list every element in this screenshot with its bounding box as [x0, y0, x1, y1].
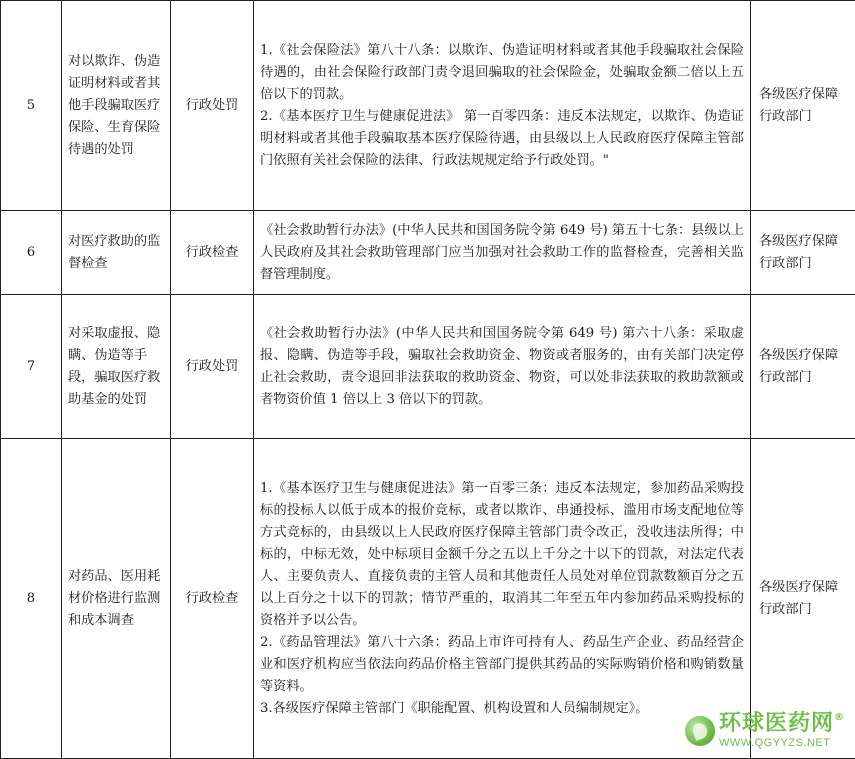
legal-basis: [254, 211, 751, 295]
watermark-url: WWW.QGYYZS.NET: [719, 738, 845, 749]
item-name: 对采取虚报、隐瞒、伪造等手段，骗取医疗救助基金的处罚: [62, 295, 171, 439]
watermark-name: 环球医药网®: [719, 713, 845, 735]
item-name: 对以欺诈、伪造证明材料或者其他手段骗取医疗保险、生育保险待遇的处罚: [62, 1, 171, 211]
row-number: 5: [1, 1, 62, 211]
responsible-department: 各级医疗保障行政部门: [751, 1, 855, 211]
basis-paragraph: 《社会救助暂行办法》(中华人民共和国国务院令第 649 号) 第六十八条：采取虚报、隐瞒、伪造等手段，骗取社会救助资金、物资或者服务的，由有关部门决定停止社会救助，责令退回非法获取的救助资金、物资，可以处非法获取的救助款额或者物资价值 1 倍以上 3 倍以下的罚款。: [260, 323, 744, 411]
row-number: 6: [1, 211, 62, 295]
legal-basis: [254, 295, 751, 439]
basis-paragraph: 2.《药品管理法》第八十六条：药品上市许可持有人、药品生产企业、药品经营企业和医疗机构应当依法向药品价格主管部门提供其药品的实际购销价格和购销数量等资料。: [260, 632, 744, 698]
basis-paragraph: 2.《基本医疗卫生与健康促进法》 第一百零四条：违反本法规定，以欺诈、伪造证明材料或者其他手段骗取基本医疗保险待遇，由县级以上人民政府医疗保障主管部门依照有关社会保险的法律、行政法规规定给予行政处罚。": [260, 106, 744, 172]
responsible-department: 各级医疗保障行政部门: [751, 295, 855, 439]
basis-paragraph: 《社会救助暂行办法》(中华人民共和国国务院令第 649 号) 第五十七条：县级以上人民政府及其社会救助管理部门应当加强对社会救助工作的监督检查，完善相关监督管理制度。: [260, 220, 744, 286]
leaf-logo-icon: [685, 716, 715, 746]
basis-paragraph: 1.《社会保险法》第八十八条：以欺诈、伪造证明材料或者其他手段骗取社会保险待遇的，由社会保险行政部门责令退回骗取的社会保险金，处骗取金额二倍以上五倍以下的罚款。: [260, 40, 744, 106]
action-type: 行政处罚: [171, 295, 254, 439]
action-type: 行政检查: [171, 211, 254, 295]
watermark-text: [719, 713, 845, 749]
table-row: [1, 295, 855, 439]
responsible-department: 各级医疗保障行政部门: [751, 439, 855, 759]
table-row: [1, 211, 855, 295]
legal-basis: [254, 439, 751, 759]
action-type: 行政检查: [171, 439, 254, 759]
table-row: [1, 1, 855, 211]
item-name: 对医疗救助的监督检查: [62, 211, 171, 295]
action-type: 行政处罚: [171, 1, 254, 211]
responsible-department: 各级医疗保障行政部门: [751, 211, 855, 295]
legal-basis: [254, 1, 751, 211]
basis-paragraph: 3.各级医疗保障主管部门《职能配置、机构设置和人员编制规定》。: [260, 698, 744, 720]
row-number: 8: [1, 439, 62, 759]
basis-paragraph: 1.《基本医疗卫生与健康促进法》第一百零三条：违反本法规定，参加药品采购投标的投标人以低于成本的报价竞标，或者以欺诈、串通投标、滥用市场支配地位等方式竞标的，由县级以上人民政府医疗保障主管部门责令改正，没收违法所得；中标的，中标无效，处中标项目金额千分之五以上千分之十以下的罚款，对法定代表人、主要负责人、直接负责的主管人员和其他责任人员处对单位罚款数额百分之五以上百分之十以下的罚款；情节严重的，取消其二年至五年内参加药品采购投标的资格并予以公告。: [260, 478, 744, 632]
site-watermark: [685, 713, 845, 749]
item-name: 对药品、医用耗材价格进行监测和成本调查: [62, 439, 171, 759]
row-number: 7: [1, 295, 62, 439]
